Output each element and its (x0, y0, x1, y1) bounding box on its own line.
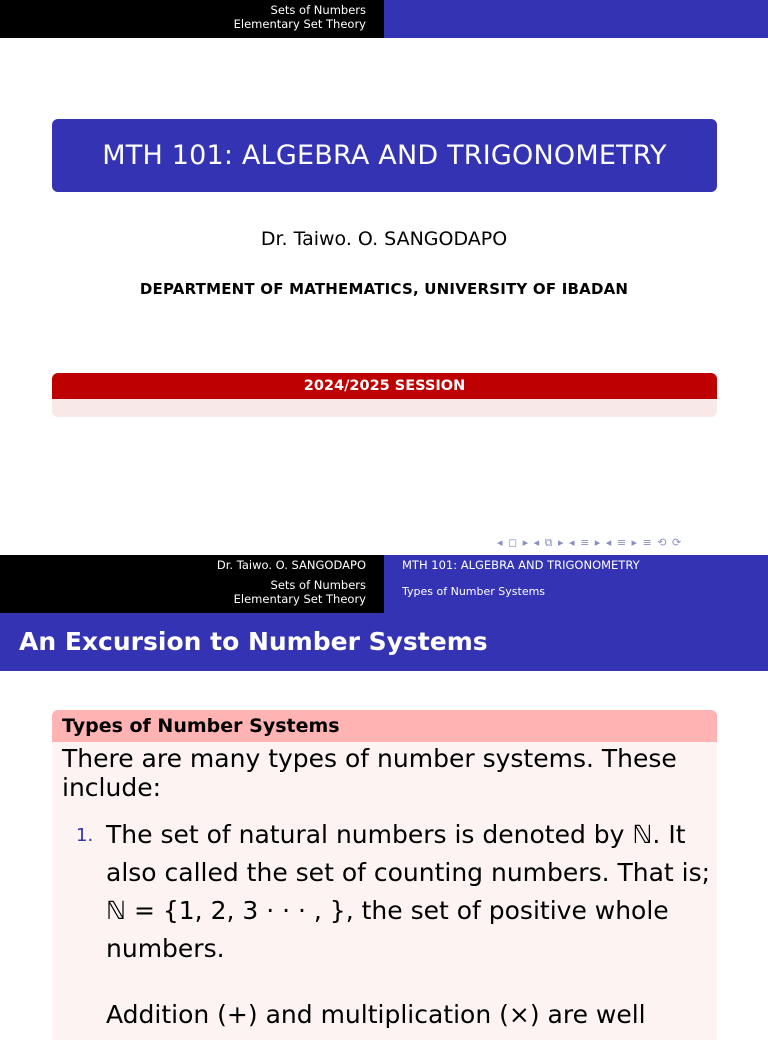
slide2-author: Dr. Taiwo. O. SANGODAPO (216, 558, 366, 572)
slide2-nav-subsection-link[interactable]: Elementary Set Theory (233, 592, 366, 606)
list-item-text: The set of natural numbers is denoted by ℕ. It also called the set of counting numbers. That is; ℕ = {1, 2, 3 · · · , }, the set of positive whole numbers. (106, 820, 711, 963)
session-box (52, 373, 717, 417)
list-item-number: 1. (76, 825, 94, 846)
author-name: Dr. Taiwo. O. SANGODAPO (260, 228, 508, 250)
title-box (52, 119, 717, 192)
department-name: DEPARTMENT OF MATHEMATICS, UNIVERSITY OF IBADAN (139, 280, 629, 298)
slide-title: MTH 101: ALGEBRA AND TRIGONOMETRY (102, 140, 667, 171)
intro-text: There are many types of number systems. These include: (62, 744, 677, 802)
list-item-continuation: Addition (+) and multiplication (×) are well (106, 1000, 646, 1029)
nav-subsection-link[interactable]: Elementary Set Theory (233, 17, 366, 31)
header-right-bar (384, 0, 768, 38)
frame-title: An Excursion to Number Systems (19, 627, 488, 656)
block-title: Types of Number Systems (52, 710, 717, 742)
session-label: 2024/2025 SESSION (52, 373, 717, 399)
slide2-nav-section-link[interactable]: Sets of Numbers (270, 578, 366, 592)
nav-section-link[interactable]: Sets of Numbers (270, 3, 366, 17)
slide2-subsection-link[interactable]: Types of Number Systems (402, 585, 546, 598)
session-box-body (52, 399, 717, 417)
beamer-navigation-symbols[interactable]: ◂ ◻ ▸ ◂ ⧉ ▸ ◂ ≡ ▸ ◂ ≡ ▸ ≡ ⟲ ⟳ (497, 536, 683, 549)
slide2-course-title: MTH 101: ALGEBRA AND TRIGONOMETRY (402, 558, 640, 572)
